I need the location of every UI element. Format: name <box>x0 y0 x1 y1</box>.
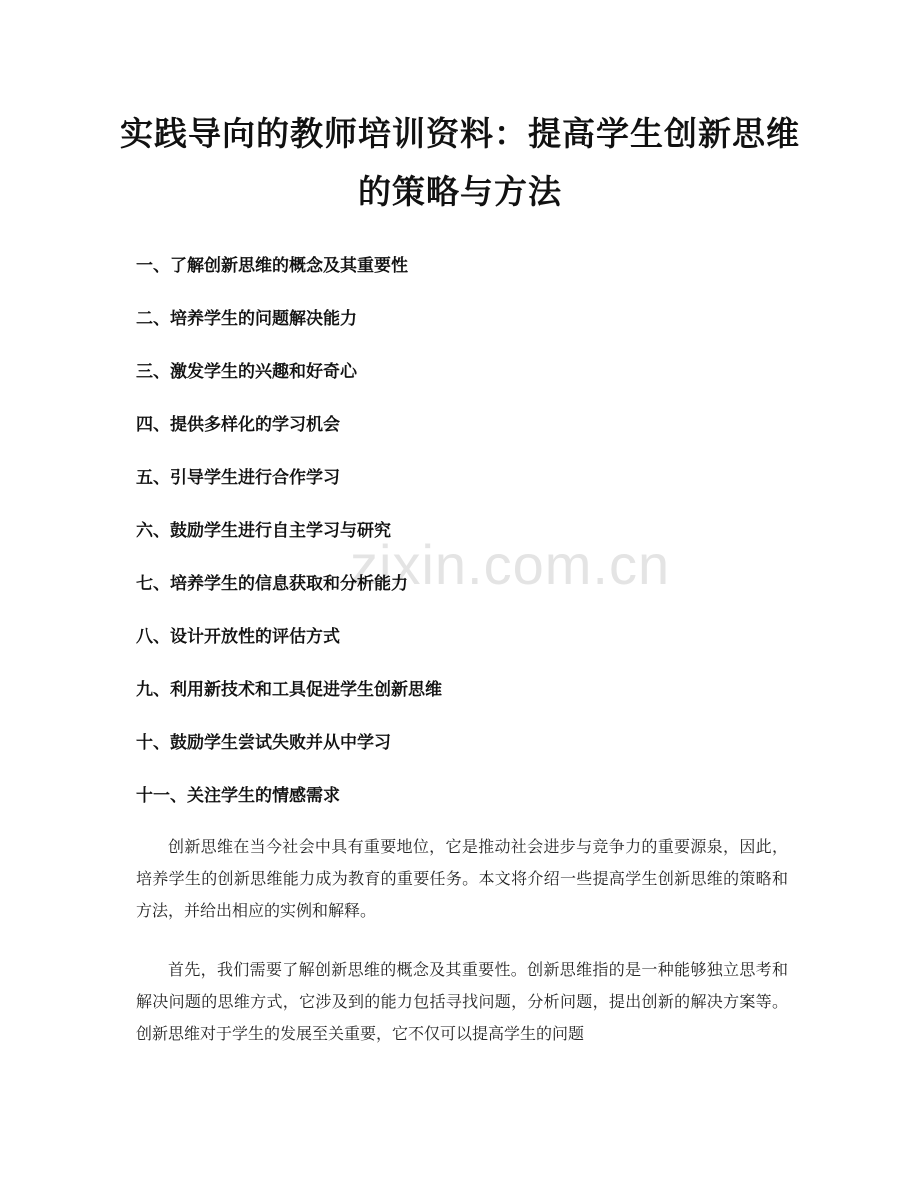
toc-item: 五、引导学生进行合作学习 <box>136 468 340 488</box>
document-title: 实践导向的教师培训资料：提高学生创新思维的策略与方法 <box>120 114 800 211</box>
toc-item: 六、鼓励学生进行自主学习与研究 <box>136 521 391 541</box>
toc-item: 八、设计开放性的评估方式 <box>136 627 340 647</box>
toc-item: 二、培养学生的问题解决能力 <box>136 309 357 329</box>
toc-item: 七、培养学生的信息获取和分析能力 <box>136 574 408 594</box>
toc-item: 九、利用新技术和工具促进学生创新思维 <box>136 680 442 700</box>
body-paragraph: 创新思维在当今社会中具有重要地位，它是推动社会进步与竞争力的重要源泉，因此，培养学生的创新思维能力成为教育的重要任务。本文将介绍一些提高学生创新思维的策略和方法，并给出相应的实例和解释。 <box>136 837 788 920</box>
toc-item: 四、提供多样化的学习机会 <box>136 415 340 435</box>
toc-item: 一、了解创新思维的概念及其重要性 <box>136 256 408 276</box>
toc-item: 十、鼓励学生尝试失败并从中学习 <box>136 733 391 753</box>
toc-item: 三、激发学生的兴趣和好奇心 <box>136 362 357 382</box>
table-of-contents <box>136 251 796 834</box>
watermark: zixin.com.cn <box>350 533 671 596</box>
toc-item: 十一、关注学生的情感需求 <box>136 786 340 806</box>
body-paragraph: 首先，我们需要了解创新思维的概念及其重要性。创新思维指的是一种能够独立思考和解决问题的思维方式，它涉及到的能力包括寻找问题，分析问题，提出创新的解决方案等。创新思维对于学生的发展至关重要，它不仅可以提高学生的问题 <box>136 960 788 1043</box>
